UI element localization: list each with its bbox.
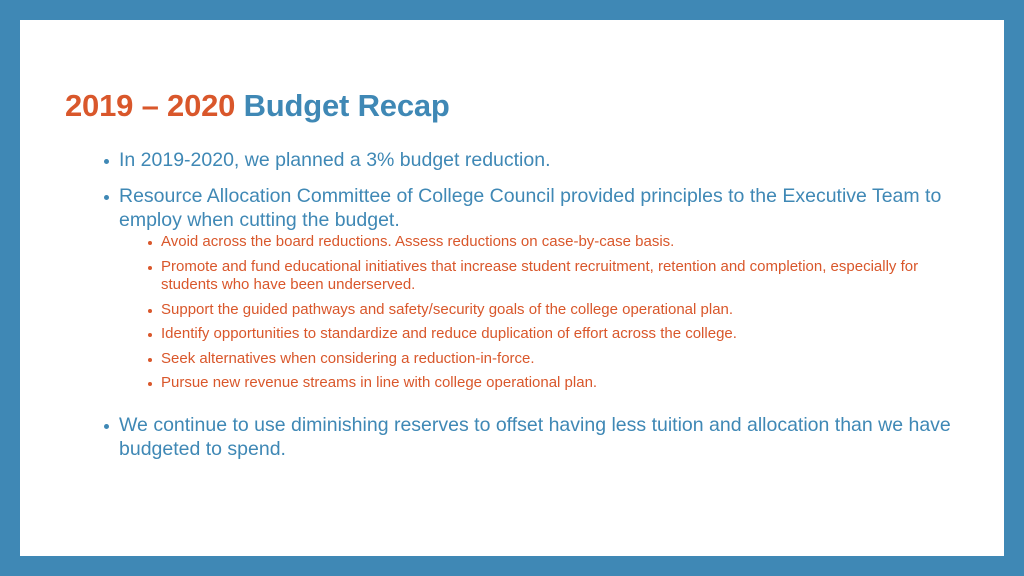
bullet-list [104,148,964,461]
bullet-text: We continue to use diminishing reserves to offset having less tuition and allocation than we have budgeted to spend. [119,413,951,460]
slide-title [65,88,450,124]
sub-bullet: Identify opportunities to standardize and reduce duplication of effort across the college. [147,325,964,344]
sub-bullet: Pursue new revenue streams in line with college operational plan. [147,374,964,393]
sub-bullet: Support the guided pathways and safety/security goals of the college operational plan. [147,301,964,320]
title-years: 2019 – 2020 [65,88,236,123]
sub-bullet-list [147,233,964,393]
sub-bullet: Promote and fund educational initiatives that increase student recruitment, retention and completion, especially for students who have been underserved. [147,258,964,295]
sub-bullet: Avoid across the board reductions. Assess reductions on case-by-case basis. [147,233,964,252]
bullet-text: In 2019-2020, we planned a 3% budget reduction. [119,149,551,171]
bullet-text: Resource Allocation Committee of College Council provided principles to the Executive Team to employ when cutting the budget. [119,185,942,231]
bullet-resource-allocation [104,184,964,393]
title-rest: Budget Recap [243,88,450,123]
bullet-planned-reduction [104,148,964,172]
sub-bullet: Seek alternatives when considering a reduction-in-force. [147,350,964,369]
bullet-reserves [104,413,964,461]
